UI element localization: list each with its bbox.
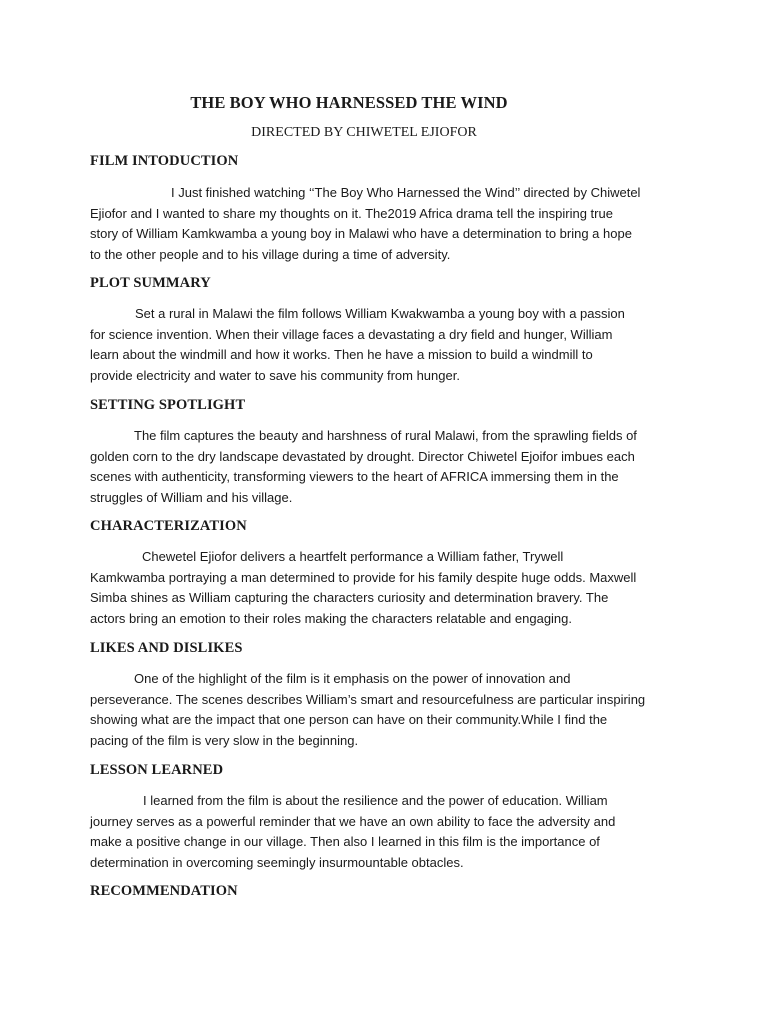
- paragraph-line: to the other people and to his village during a time of adversity.: [90, 247, 451, 263]
- paragraph-line: pacing of the film is very slow in the beginning.: [90, 733, 359, 749]
- heading-recommendation: RECOMMENDATION: [90, 883, 238, 899]
- paragraph-line: learn about the windmill and how it works. Then he have a mission to build a windmill to: [90, 347, 593, 363]
- paragraph-line: perseverance. The scenes describes William’s smart and resourcefulness are particular inspiring: [90, 691, 646, 707]
- document-title: THE BOY WHO HARNESSED THE WIND: [190, 93, 508, 112]
- paragraph-line: journey serves as a powerful reminder that we have an own ability to face the adversity and: [90, 813, 616, 829]
- paragraph-line: I Just finished watching ‘‘The Boy Who Harnessed the Wind’’ directed by Chiwetel: [171, 185, 641, 200]
- paragraph-line: Ejiofor and I wanted to share my thoughts on it. The2019 Africa drama tell the inspiring true: [90, 205, 613, 221]
- paragraph-line: story of William Kamkwamba a young boy in Malawi who have a determination to bring a hope: [90, 226, 632, 242]
- paragraph-characterization: [90, 547, 678, 630]
- paragraph-line: I learned from the film is about the resilience and the power of education. William: [143, 793, 608, 808]
- paragraph-line: for science invention. When their village faces a devastating a dry field and hunger, William: [90, 326, 613, 342]
- paragraph-plot-summary: [90, 304, 678, 387]
- paragraph-setting-spotlight: [90, 426, 678, 509]
- heading-likes-and-dislikes: LIKES AND DISLIKES: [90, 640, 243, 656]
- heading-setting-spotlight: SETTING SPOTLIGHT: [90, 397, 246, 413]
- document-subtitle: DIRECTED BY CHIWETEL EJIOFOR: [251, 125, 477, 140]
- paragraph-line: Simba shines as William capturing the characters curiosity and determination bravery. The: [90, 590, 609, 606]
- heading-plot-summary: PLOT SUMMARY: [90, 275, 211, 291]
- paragraph-line: Chewetel Ejiofor delivers a heartfelt performance a William father, Trywell: [142, 549, 564, 564]
- paragraph-line: scenes with authenticity, transforming viewers to the heart of AFRICA immersing them in the: [90, 469, 619, 485]
- paragraph-line: Kamkwamba portraying a man determined to provide for his family despite huge odds. Maxwell: [90, 569, 637, 585]
- paragraph-line: The film captures the beauty and harshness of rural Malawi, from the sprawling fields of: [134, 428, 637, 443]
- paragraph-lesson-learned: [90, 791, 678, 874]
- heading-lesson-learned: LESSON LEARNED: [90, 762, 224, 778]
- paragraph-line: showing what are the impact that one person can have on their community.While I find the: [90, 712, 608, 728]
- heading-film-introduction: FILM INTODUCTION: [90, 153, 239, 169]
- paragraph-line: make a positive change in our village. Then also I learned in this film is the importance of: [90, 834, 600, 850]
- paragraph-line: One of the highlight of the film is it emphasis on the power of innovation and: [134, 671, 571, 686]
- paragraph-film-introduction: [90, 183, 678, 266]
- paragraph-line: Set a rural in Malawi the film follows William Kwakwamba a young boy with a passion: [135, 306, 625, 321]
- heading-characterization: CHARACTERIZATION: [90, 518, 247, 534]
- paragraph-line: provide electricity and water to save his community from hunger.: [90, 368, 460, 384]
- paragraph-likes-and-dislikes: [90, 669, 678, 752]
- paragraph-line: actors bring an emotion to their roles making the characters relatable and engaging.: [90, 611, 573, 627]
- paragraph-line: golden corn to the dry landscape devastated by drought. Director Chiwetel Ejoifor imbues each: [90, 448, 635, 464]
- paragraph-line: struggles of William and his village.: [90, 490, 293, 506]
- paragraph-line: determination in overcoming seemingly insurmountable obtacles.: [90, 855, 464, 871]
